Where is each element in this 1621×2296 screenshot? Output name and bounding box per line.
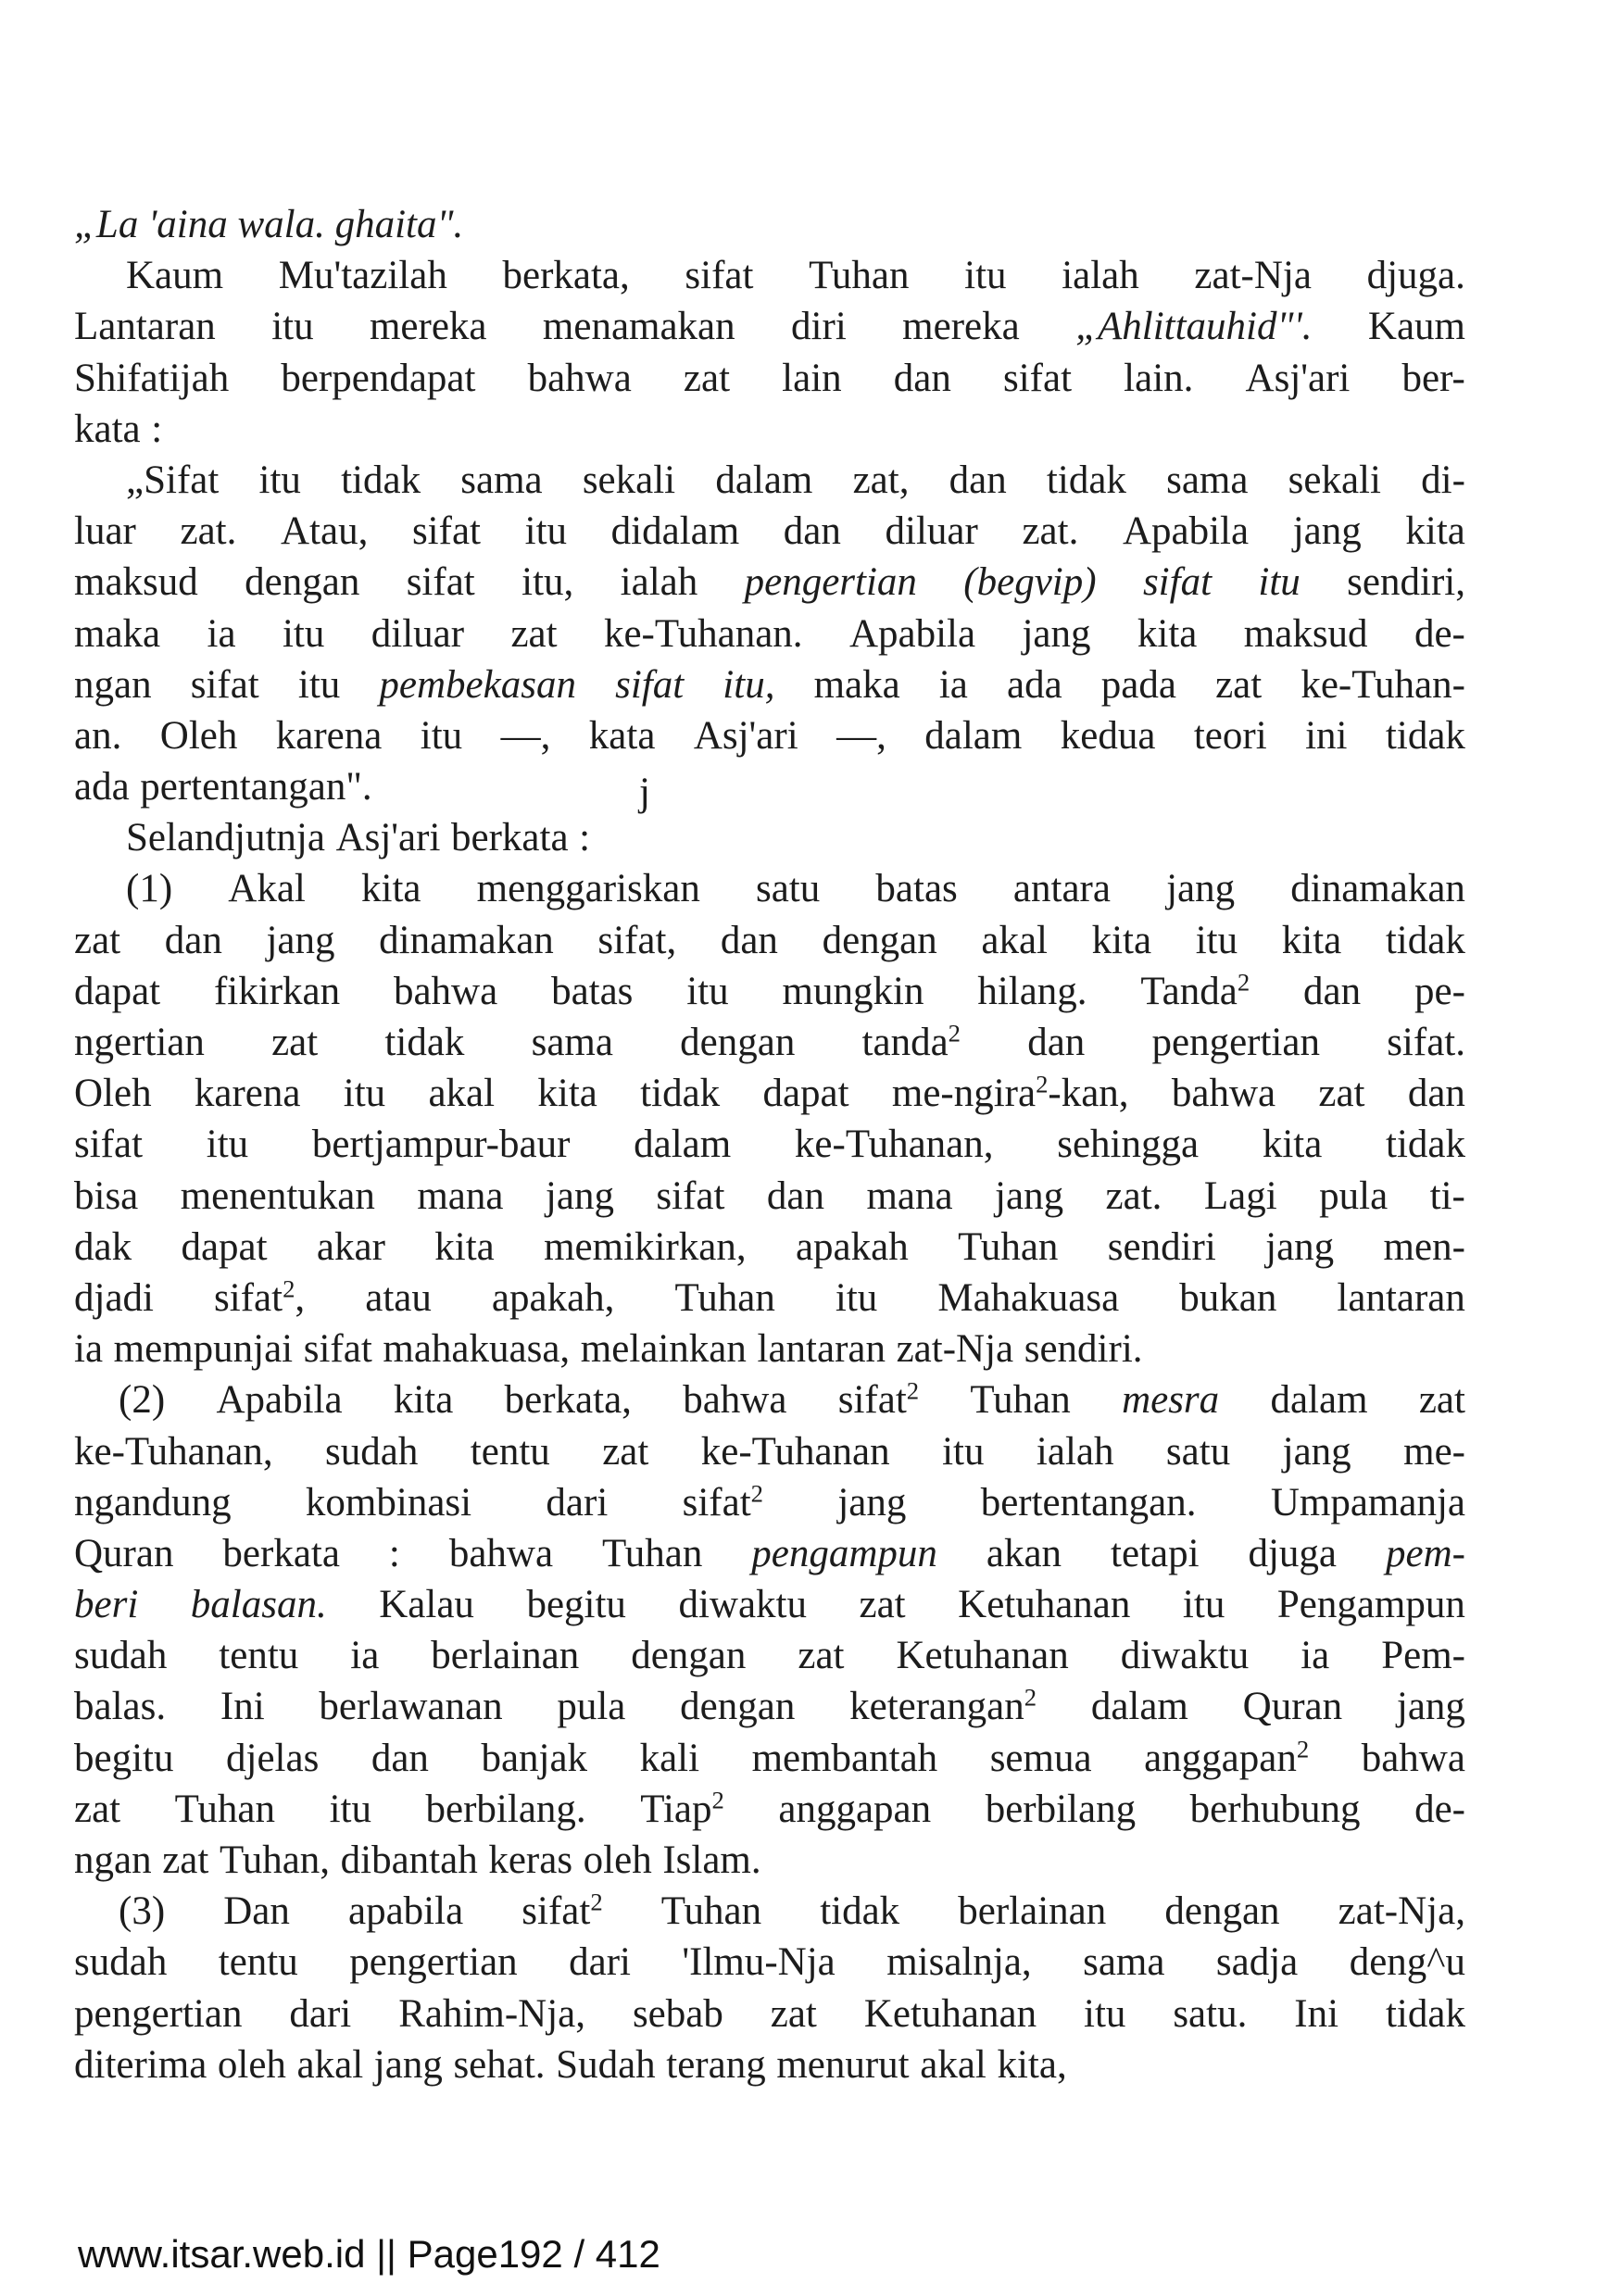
text-line: zat Tuhan itu berbilang. Tiap$^2$ anggapan berbilang berhubung de- — [74, 1786, 1465, 1831]
text-line: sudah tentu pengertian dari 'Ilmu-Nja misalnja, sama sadja deng^u — [74, 1940, 1465, 1985]
text-line: Lantaran itu mereka menamakan diri mereka „Ahlittauhid"'. Kaum — [74, 305, 1465, 349]
text-line: dak dapat akar kita memikirkan, apakah Tuhan sendiri jang men- — [74, 1224, 1465, 1269]
text-line: luar zat. Atau, sifat itu didalam dan diluar zat. Apabila jang kita — [74, 509, 1465, 554]
text-line: begitu djelas dan banjak kali membantah semua anggapan$^2$ bahwa — [74, 1734, 1465, 1780]
text-line: ia mempunjai sifat mahakuasa, melainkan lantaran zat-Nja sendiri. — [74, 1327, 1143, 1372]
text-line: „La 'aina wala. ghaita". — [74, 203, 464, 246]
text-line: maksud dengan sifat itu, ialah pengertian (begvip) sifat itu sendiri, — [74, 560, 1465, 605]
text-line: balas. Ini berlawanan pula dengan keterangan$^2$ dalam Quran jang — [74, 1683, 1465, 1729]
text-line: an. Oleh karena itu —, kata Asj'ari —, dalam kedua teori ini tidak — [74, 713, 1465, 758]
text-line: (1) Akal kita menggariskan satu batas antara jang dinamakan — [126, 867, 1465, 911]
text-line: maka ia itu diluar zat ke-Tuhanan. Apabila jang kita maksud de- — [74, 611, 1465, 656]
text-line: ngandung kombinasi dari sifat$^2$ jang bertentangan. Umpamanja — [74, 1479, 1465, 1524]
stray-character: j — [639, 771, 650, 814]
text-line: ngertian zat tidak sama dengan tanda$^2$ dan pengertian sifat. — [74, 1019, 1465, 1064]
text-line: Quran berkata : bahwa Tuhan pengampun akan tetapi djuga pem- — [74, 1531, 1465, 1575]
text-line: kata : — [74, 407, 163, 451]
text-line: zat dan jang dinamakan sifat, dan dengan akal kita itu kita tidak — [74, 918, 1465, 962]
text-line: ke-Tuhanan, sudah tentu zat ke-Tuhanan itu ialah satu jang me- — [74, 1429, 1465, 1474]
text-line: beri balasan. Kalau begitu diwaktu zat Ketuhanan itu Pengampun — [74, 1583, 1465, 1627]
text-line: Shifatijah berpendapat bahwa zat lain dan sifat lain. Asj'ari ber- — [74, 356, 1465, 400]
text-line: diterima oleh akal jang sehat. Sudah terang menurut akal kita, — [74, 2042, 1067, 2087]
text-line: Kaum Mu'tazilah berkata, sifat Tuhan itu ialah zat-Nja djuga. — [126, 254, 1465, 298]
page-footer: www.itsar.web.id || Page192 / 412 — [78, 2232, 660, 2276]
text-line: djadi sifat$^2$, atau apakah, Tuhan itu Mahakuasa bukan lantaran — [74, 1274, 1465, 1320]
text-line: „Sifat itu tidak sama sekali dalam zat, dan tidak sama sekali di- — [126, 458, 1465, 502]
text-line: ngan zat Tuhan, dibantah keras oleh Islam. — [74, 1838, 761, 1882]
text-line: sifat itu bertjampur-baur dalam ke-Tuhanan, sehingga kita tidak — [74, 1123, 1465, 1167]
text-line: ada pertentangan". — [74, 765, 372, 809]
text-line: Selandjutnja Asj'ari berkata : — [126, 816, 591, 860]
text-line: dapat fikirkan bahwa batas itu mungkin hilang. Tanda$^2$ dan pe- — [74, 968, 1465, 1013]
text-line: Oleh karena itu akal kita tidak dapat me-ngira$^2$-kan, bahwa zat dan — [74, 1070, 1465, 1116]
text-line: bisa menentukan mana jang sifat dan mana jang zat. Lagi pula ti- — [74, 1173, 1465, 1218]
text-line: sudah tentu ia berlainan dengan zat Ketuhanan diwaktu ia Pem- — [74, 1634, 1465, 1678]
text-line: (2) Apabila kita berkata, bahwa sifat$^2$ Tuhan mesra dalam zat — [119, 1376, 1465, 1423]
text-line: pengertian dari Rahim-Nja, sebab zat Ketuhanan itu satu. Ini tidak — [74, 1991, 1465, 2036]
text-line: ngan sifat itu pembekasan sifat itu, maka ia ada pada zat ke-Tuhan- — [74, 662, 1465, 707]
body-text — [74, 199, 1465, 2090]
text-line: (3) Dan apabila sifat$^2$ Tuhan tidak berlainan dengan zat-Nja, — [119, 1888, 1465, 1934]
